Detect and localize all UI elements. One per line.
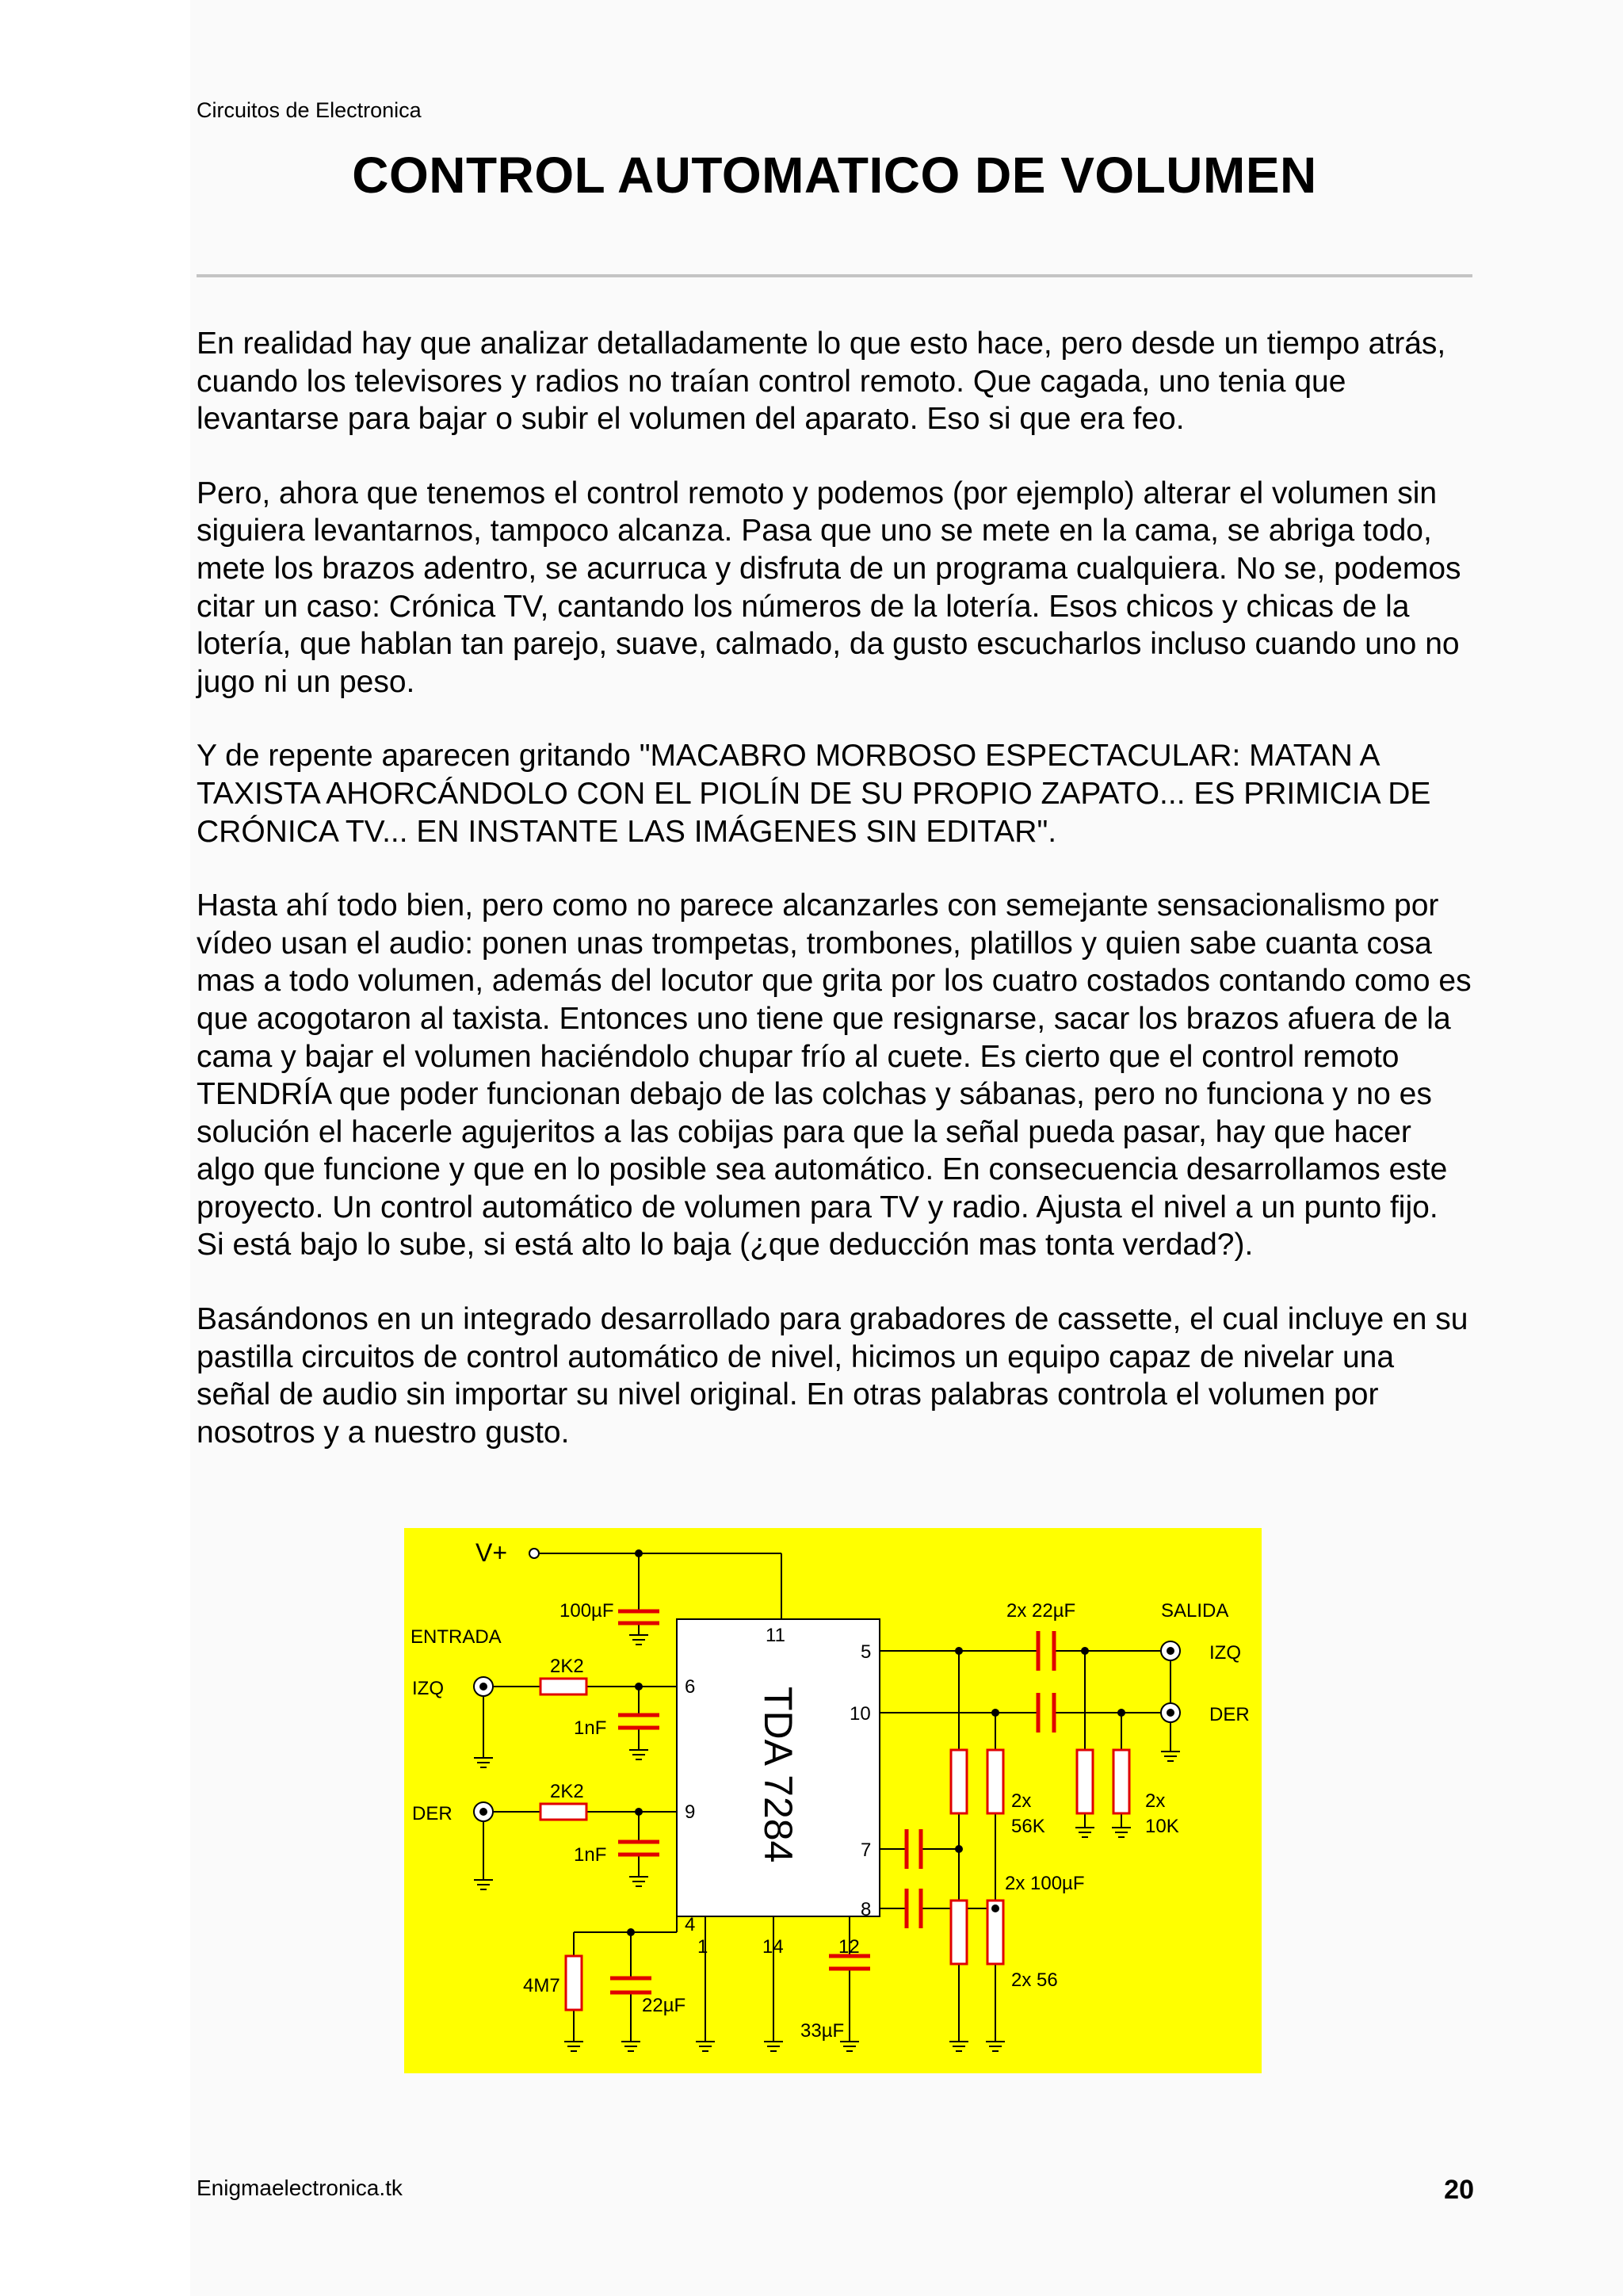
paragraph-3: Y de repente aparecen gritando "MACABRO MORBOSO ESPECTACULAR: MATAN A TAXISTA AHORCÁNDOLO CON EL PIOLÍN DE SU PROPIO ZAPATO... ES PRIMICIA DE CRÓNICA TV... EN INSTANTE LAS IMÁGENES SIN EDITAR". xyxy=(197,739,1431,849)
ic-name: TDA 7284 xyxy=(756,1687,800,1863)
c-in-1-label: 1nF xyxy=(574,1717,607,1739)
c-out-label: 2x 22µF xyxy=(1006,1600,1076,1622)
pin-12: 12 xyxy=(838,1936,860,1958)
article-body xyxy=(197,325,1474,1488)
title-divider xyxy=(197,274,1472,277)
input-label: ENTRADA xyxy=(411,1626,502,1648)
r-56-label: 2x 56 xyxy=(1011,1969,1058,1991)
c-22-label: 22µF xyxy=(642,1995,686,2016)
schematic-drawing xyxy=(404,1528,1262,2073)
pin-7: 7 xyxy=(861,1839,872,1861)
left-der-label: DER xyxy=(412,1803,453,1824)
r-in-1-label: 2K2 xyxy=(550,1656,584,1677)
r-56k-value-label: 56K xyxy=(1011,1816,1045,1837)
schematic-wires xyxy=(483,1553,1170,2042)
right-izq-label: IZQ xyxy=(1209,1642,1241,1664)
left-izq-label: IZQ xyxy=(412,1678,444,1699)
pin-14: 14 xyxy=(762,1936,784,1958)
running-header: Circuitos de Electronica xyxy=(197,98,422,122)
r-10k-value-label: 10K xyxy=(1145,1816,1179,1837)
page-number: 20 xyxy=(1444,2175,1474,2205)
pin-5: 5 xyxy=(861,1641,872,1663)
circuit-schematic xyxy=(404,1528,1262,2073)
pin-6: 6 xyxy=(685,1676,696,1698)
r-4m7-label: 4M7 xyxy=(523,1975,560,1996)
c-supply-label: 100µF xyxy=(559,1600,614,1622)
pin-8: 8 xyxy=(861,1899,872,1920)
output-label: SALIDA xyxy=(1161,1600,1229,1622)
paragraph-1: En realidad hay que analizar detalladamente lo que esto hace, pero desde un tiempo atrás, cuando los televisores y radios no traían control remoto. Que cagada, uno tenia que levantarse para bajar o subir el volumen del aparato. Eso si que era feo. xyxy=(197,327,1446,437)
right-der-label: DER xyxy=(1209,1704,1250,1725)
pin-1: 1 xyxy=(697,1936,708,1958)
pin-4: 4 xyxy=(685,1914,696,1935)
pin-10: 10 xyxy=(850,1703,871,1725)
r-10k-count-label: 2x xyxy=(1145,1790,1166,1812)
r-in-2-label: 2K2 xyxy=(550,1781,584,1802)
c-33-label: 33µF xyxy=(800,2020,845,2042)
page-title: CONTROL AUTOMATICO DE VOLUMEN xyxy=(352,147,1317,204)
paragraph-4: Hasta ahí todo bien, pero como no parece alcanzarles con semejante sensacionalismo por vídeo usan el audio: ponen unas trompetas, trombones, platillos y quien sabe cuanta cosa mas a todo volumen, además del locutor que grita por los cuatro costados contando como es que acogotaron al taxista. Entonces uno tiene que resignarse, sacar los brazos afuera de la cama y bajar el volumen haciéndolo chupar frío al cuete. Es cierto que el control remoto TENDRÍA que poder funcionan debajo de las colchas y sábanas, pero no funciona y no es solución el hacerle agujeritos a las cobijas para que la señal pueda pasar, hay que hacer algo que funcione y que en lo posible sea automático. En consecuencia desarrollamos este proyecto. Un control automático de volumen para TV y radio. Ajusta el nivel a un punto fijo. Si está bajo lo sube, si está alto lo baja (¿que deducción mas tonta verdad?). xyxy=(197,888,1472,1263)
paragraph-2: Pero, ahora que tenemos el control remoto y podemos (por ejemplo) alterar el volumen sin siguiera levantarnos, tampoco alcanza. Pasa que uno se mete en la cama, se abriga todo, mete los brazos adentro, se acurruca y disfruta de un programa cualquiera. No se, podemos citar un caso: Crónica TV, cantando los números de la lotería. Esos chicos y chicas de la lotería, que hablan tan parejo, suave, calmado, da gusto escucharlos incluso cuando uno no jugo ni un peso. xyxy=(197,476,1461,699)
r-56k-count-label: 2x xyxy=(1011,1790,1032,1812)
supply-label: V+ xyxy=(475,1538,508,1567)
c-in-2-label: 1nF xyxy=(574,1844,607,1866)
c-mid-label: 2x 100µF xyxy=(1005,1873,1085,1894)
pin-9: 9 xyxy=(685,1801,696,1823)
footer-site: Enigmaelectronica.tk xyxy=(197,2176,403,2200)
paragraph-5: Basándonos en un integrado desarrollado para grabadores de cassette, el cual incluye en su pastilla circuitos de control automático de nivel, hicimos un equipo capaz de nivelar una señal de audio sin importar su nivel original. En otras palabras controla el volumen por nosotros y a nuestro gusto. xyxy=(197,1302,1468,1450)
pin-11: 11 xyxy=(766,1625,785,1646)
